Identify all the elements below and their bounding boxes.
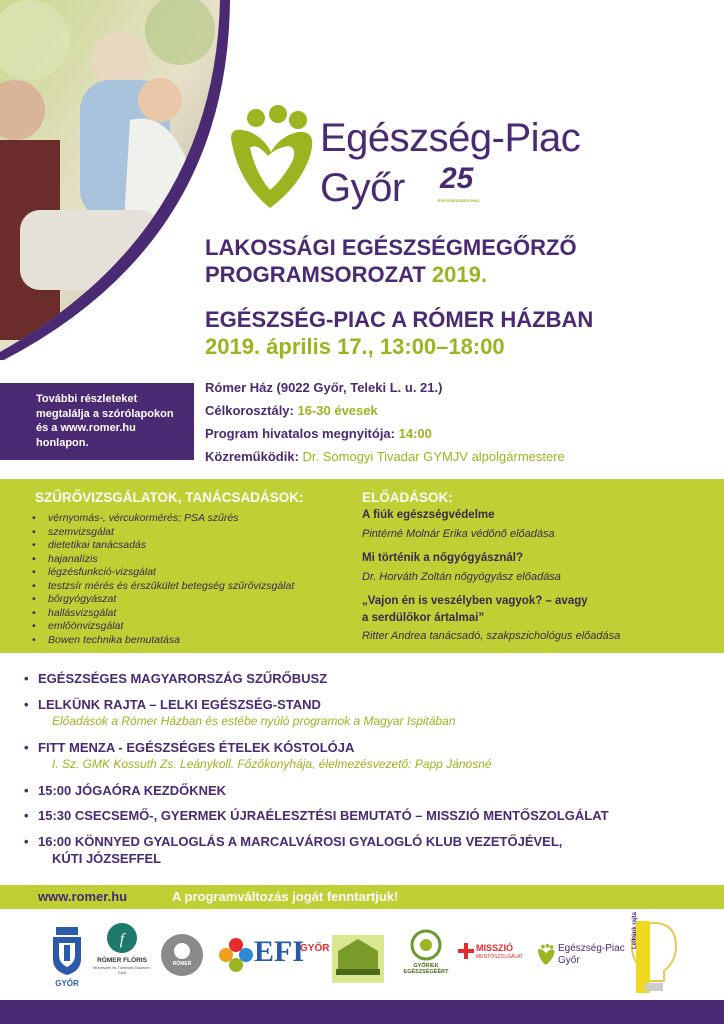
lectures-title: ELŐADÁSOK: (362, 490, 453, 505)
lecture-2-title: Mi történik a nőgyógyásznál? (362, 552, 524, 564)
contributor: Közreműködik: Dr. Somogyi Tivadar GYMJV alpolgármestere (205, 449, 565, 464)
building-icon (332, 929, 384, 985)
list-item: • testzsír mérés és érszűkület betegség szűrővizsgálat (40, 580, 294, 594)
heading-line-2: PROGRAMSOROZAT 2019. (205, 262, 487, 287)
event-date: 2019. április 17., 13:00–18:00 (205, 334, 505, 359)
efi-flower-icon (218, 937, 254, 973)
bottom-strip (0, 885, 724, 909)
audience: Célkorosztály: 16-30 évesek (205, 403, 378, 418)
event-heading (205, 306, 593, 360)
program-item-sub: I. Sz. GMK Kossuth Zs. Leánykoll. Főzőkonyhája, élelmezésvezető: Papp Jánosné (52, 757, 492, 771)
program-item-sub: Előadások a Rómer Házban és estébe nyúló programok a Magyar Ispitában (52, 714, 456, 728)
building-logo (332, 929, 384, 985)
program-item: • 15:00 JÓGAÓRA KEZDŐKNEK (24, 783, 227, 798)
website-link[interactable]: www.romer.hu (38, 889, 128, 904)
anniversary-number: 25 (440, 162, 474, 195)
logo-title: Egészség-Piac (320, 116, 581, 160)
romer-circle-icon (160, 933, 204, 977)
list-item: • vérnyomás-, vércukormérés; PSA szűrés (40, 512, 294, 526)
lecture-3-title-2: a serdülőkor ártalmai” (362, 612, 485, 624)
opening: Program hivatalos megnyitója: 14:00 (205, 426, 432, 441)
list-item: • légzésfunkció-vizsgálat (40, 566, 294, 580)
romer-logo: RÓMER (160, 933, 204, 977)
info-box (0, 383, 194, 460)
anniversary-text: ÉVE EGÉSZSÉG-PIAC (437, 198, 480, 203)
sponsor-logos (0, 911, 724, 1000)
egeszseg-piac-logo (222, 96, 642, 226)
lecture-1-title: A fiúk egészségvédelme (362, 509, 495, 521)
heading-line-1: LAKOSSÁGI EGÉSZSÉGMEGŐRZŐ (205, 235, 577, 260)
screenings-title: SZŰRŐVIZSGÁLATOK, TANÁCSADÁSOK: (35, 490, 304, 505)
program-item: • FITT MENZA - EGÉSZSÉGES ÉTELEK KÓSTOLÓJA (24, 740, 355, 755)
coat-of-arms-icon (50, 925, 84, 977)
program-item: • 15:30 CSECSEMŐ-, GYERMEK ÚJRAÉLESZTÉSI BEMUTATÓ – MISSZIÓ MENTŐSZOLGÁLAT (24, 808, 609, 823)
list-item: • hallásvizsgálat (40, 607, 294, 621)
logo-city: Győr (320, 166, 405, 210)
gyoriek-emblem-icon (410, 929, 442, 961)
list-item: • Bowen technika bemutatása (40, 634, 294, 648)
info-text: További részleteket megtalálja a szórólapokon és a www.romer.hu honlapon. (36, 393, 174, 449)
list-item: • dietetikai tanácsadás (40, 539, 294, 553)
list-item: • szemvizsgálat (40, 526, 294, 540)
program-item: • 16:00 KÖNNYED GYALOGLÁS A MARCALVÁROSI GYALOGLÓ KLUB VEZETŐJÉVEL, (24, 834, 563, 849)
egeszseg-piac-small-logo: Egészség-Piac Győr (536, 941, 626, 975)
misszio-cross-icon (458, 943, 474, 959)
gyor-logo: GYŐR (50, 925, 84, 995)
lecture-1-presenter: Pintérné Molnár Erika védőnő előadása (362, 528, 555, 540)
footer-bar (0, 1000, 724, 1024)
event-title: EGÉSZSÉG-PIAC A RÓMER HÁZBAN (205, 307, 594, 332)
heart-small-icon (536, 943, 556, 967)
svg-text:f: f (119, 931, 125, 948)
main-heading (205, 234, 577, 288)
screenings-list (40, 512, 294, 647)
program-item-cont: KÚTI JÓZSEFFEL (52, 851, 162, 866)
gyoriek-logo: GYŐRIEK EGÉSZSÉGÉÉRT (398, 929, 454, 989)
disclaimer: A programváltozás jogát fenntartjuk! (172, 889, 399, 904)
list-item: • hajanalízis (40, 553, 294, 567)
lecture-3-title: „Vajon én is veszélyben vagyok? – avagy (362, 595, 588, 607)
misszio-logo: MISSZIÓ MENTŐSZOLGÁLAT (458, 941, 530, 971)
hero-photo (0, 0, 230, 360)
romer-floris-logo: f RÓMER FLÓRIS Művészeti és Történeti Múzeum, Győr (96, 923, 148, 997)
venue: Rómer Ház (9022 Győr, Teleki L. u. 21.) (205, 380, 443, 395)
lecture-2-presenter: Dr. Horváth Zoltán nőgyógyász előadása (362, 571, 561, 583)
list-item: • emlőönvizsgálat (40, 620, 294, 634)
romer-emblem-icon (107, 923, 137, 953)
lecture-3-presenter: Ritter Andrea tanácsadó, szakpszichológus előadása (362, 630, 621, 642)
list-item: • bőrgyógyászat (40, 593, 294, 607)
efi-gyor-logo: EFI GYŐR (218, 933, 320, 977)
program-item: • EGÉSZSÉGES MAGYARORSZÁG SZŰRŐBUSZ (24, 671, 328, 686)
anniversary-badge (436, 162, 480, 212)
program-item: • LELKÜNK RAJTA – LELKI EGÉSZSÉG-STAND (24, 697, 321, 712)
heart-logo-icon (222, 104, 320, 214)
lelkunk-rajta-logo: Lelkünk rajta (628, 919, 680, 997)
